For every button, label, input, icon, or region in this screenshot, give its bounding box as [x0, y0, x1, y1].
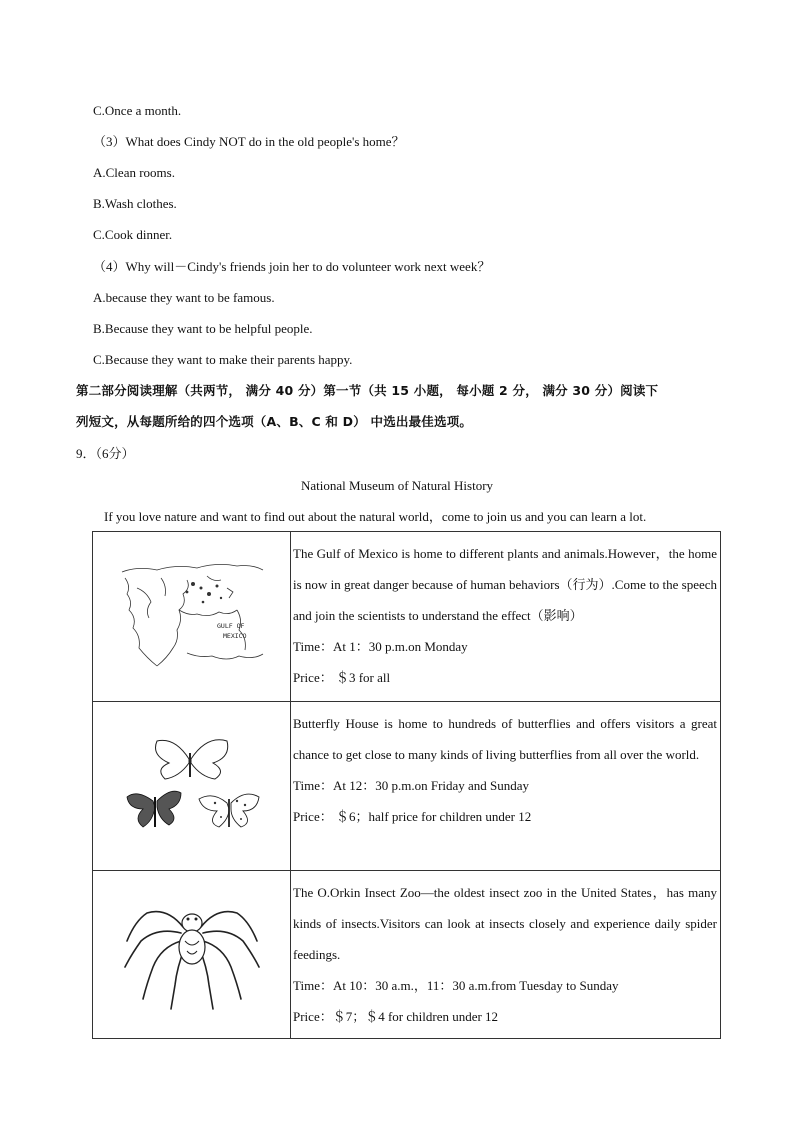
butterfly-time: Time：At 12：30 p.m.on Friday and Sunday: [293, 778, 530, 793]
table-row: [93, 702, 721, 871]
table-row: [93, 532, 721, 702]
question-9-number: 9．（6分）: [76, 446, 135, 461]
insect-zoo-description: The O.Orkin Insect Zoo—the oldest insect zoo in the United States，has many kinds of insects.Visitors can look at insects closely and experience daily spider feedings.: [293, 885, 717, 962]
map-label-mexico: MEXICO: [222, 631, 246, 640]
q4-option-a: A.because they want to be famous.: [93, 290, 275, 305]
gulf-description-cell: [291, 532, 721, 702]
gulf-map-image: [117, 558, 267, 676]
spider-image: [117, 897, 267, 1012]
butterfly-description-cell: [291, 702, 721, 871]
q4-option-c: C.Because they want to make their parents happy.: [93, 352, 353, 367]
ads-table: [92, 531, 721, 1039]
gulf-price: Price： ＄3 for all: [293, 670, 391, 685]
spider-cell: [93, 871, 291, 1039]
insect-zoo-time: Time：At 10：30 a.m.，11：30 a.m.from Tuesday to Sunday: [293, 978, 619, 993]
butterfly-price: Price： ＄6；half price for children under 12: [293, 809, 532, 824]
insect-zoo-price: Price：＄7；＄4 for children under 12: [293, 1009, 499, 1024]
question-3-stem: （3）What does Cindy NOT do in the old people's home？: [93, 134, 405, 149]
butterfly-cell: [93, 702, 291, 871]
gulf-time: Time：At 1：30 p.m.on Monday: [293, 639, 468, 654]
passage-title: National Museum of Natural History: [300, 478, 494, 493]
question-4-stem: （4）Why will－Cindy's friends join her to do volunteer work next week？: [93, 259, 491, 274]
table-row: [93, 871, 721, 1039]
q4-option-b: B.Because they want to be helpful people.: [93, 321, 313, 336]
option-c-prev: C.Once a month.: [93, 103, 182, 118]
passage-intro: If you love nature and want to find out about the natural world，come to join us and you can learn a lot.: [104, 509, 647, 524]
gulf-map-cell: [93, 532, 291, 702]
butterflies-image: [117, 731, 267, 841]
q3-option-a: A.Clean rooms.: [93, 165, 175, 180]
map-label-gulf: GULF OF: [216, 621, 244, 630]
q3-option-b: B.Wash clothes.: [93, 196, 177, 211]
gulf-description: The Gulf of Mexico is home to different plants and animals.However，the home is now in great danger because of human behaviors（行为）.Come to the speech and join the scientists to understand the effect（影响）: [293, 546, 717, 623]
insect-zoo-description-cell: [291, 871, 721, 1039]
q3-option-c: C.Cook dinner.: [93, 227, 173, 242]
section-heading-line-1: 第二部分阅读理解（共两节， 满分 40 分）第一节（共 15 小题， 每小题 2 分， 满分 30 分）阅读下: [76, 383, 659, 398]
butterfly-description: Butterfly House is home to hundreds of butterflies and offers visitors a great chance to get close to many kinds of living butterflies from all over the world.: [293, 716, 717, 762]
section-heading-line-2: 列短文，从每题所给的四个选项（A、B、C 和 D） 中选出最佳选项。: [76, 414, 473, 429]
